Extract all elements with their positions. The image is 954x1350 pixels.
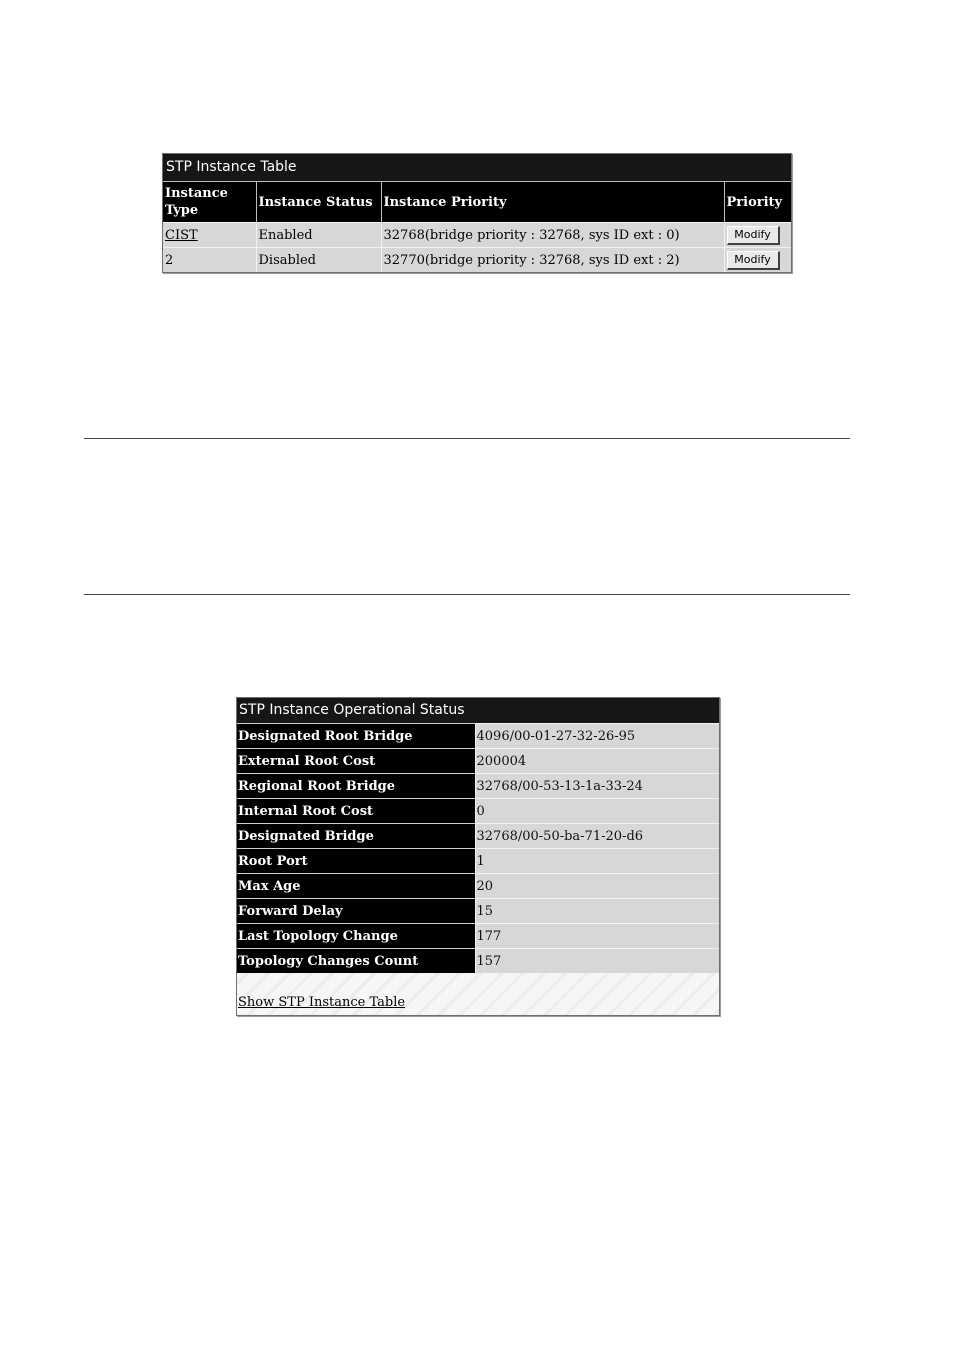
header-instance-status: Instance Status: [256, 182, 381, 223]
status-value: 4096/00-01-27-32-26-95: [475, 724, 719, 749]
table-row: [237, 874, 719, 899]
table-row: [237, 849, 719, 874]
status-value: 177: [475, 924, 719, 949]
show-stp-instance-table-link[interactable]: Show STP Instance Table: [238, 995, 406, 1010]
table-row: [237, 724, 719, 749]
status-value: 1: [475, 849, 719, 874]
divider-rule: [84, 438, 850, 439]
status-label: Designated Root Bridge: [237, 724, 475, 749]
divider-rule: [84, 594, 850, 595]
instance-action-cell: [724, 223, 791, 248]
stp-instance-table-panel: [162, 153, 792, 273]
table-row: [237, 899, 719, 924]
instance-table: [163, 181, 791, 272]
status-label: Designated Bridge: [237, 824, 475, 849]
status-value: 157: [475, 949, 719, 974]
header-instance-type-line2: Type: [165, 203, 199, 218]
header-instance-type: [163, 182, 256, 223]
instance-type-cell: [163, 223, 256, 248]
status-value: 0: [475, 799, 719, 824]
instance-status-cell: Disabled: [256, 248, 381, 273]
table-row: [237, 749, 719, 774]
modify-button[interactable]: Modify: [727, 251, 780, 270]
instance-type-cell: 2: [163, 248, 256, 273]
modify-button[interactable]: Modify: [727, 226, 780, 245]
table-row: [237, 949, 719, 974]
status-footer: [237, 973, 719, 1015]
table-row: [237, 924, 719, 949]
instance-status-cell: Enabled: [256, 223, 381, 248]
stp-operational-status-panel: [236, 697, 720, 1016]
header-instance-type-line1: Instance: [165, 186, 228, 201]
status-label: Last Topology Change: [237, 924, 475, 949]
status-label: Topology Changes Count: [237, 949, 475, 974]
table-row: [237, 824, 719, 849]
instance-table-title: STP Instance Table: [163, 154, 791, 181]
instance-link-cist[interactable]: CIST: [165, 227, 198, 243]
status-label: Internal Root Cost: [237, 799, 475, 824]
table-row: [163, 248, 791, 273]
status-label: Forward Delay: [237, 899, 475, 924]
operational-status-table: [237, 723, 719, 973]
status-value: 15: [475, 899, 719, 924]
instance-table-header-row: [163, 182, 791, 223]
header-instance-priority: Instance Priority: [381, 182, 724, 223]
status-label: Root Port: [237, 849, 475, 874]
table-row: [237, 799, 719, 824]
table-row: [163, 223, 791, 248]
table-row: [237, 774, 719, 799]
status-label: Max Age: [237, 874, 475, 899]
status-value: 200004: [475, 749, 719, 774]
status-value: 32768/00-53-13-1a-33-24: [475, 774, 719, 799]
status-value: 32768/00-50-ba-71-20-d6: [475, 824, 719, 849]
instance-priority-cell: 32770(bridge priority : 32768, sys ID ext : 2): [381, 248, 724, 273]
operational-status-title: STP Instance Operational Status: [237, 698, 719, 723]
instance-action-cell: [724, 248, 791, 273]
instance-priority-cell: 32768(bridge priority : 32768, sys ID ext : 0): [381, 223, 724, 248]
status-label: External Root Cost: [237, 749, 475, 774]
status-value: 20: [475, 874, 719, 899]
status-label: Regional Root Bridge: [237, 774, 475, 799]
header-priority-action: Priority: [724, 182, 791, 223]
